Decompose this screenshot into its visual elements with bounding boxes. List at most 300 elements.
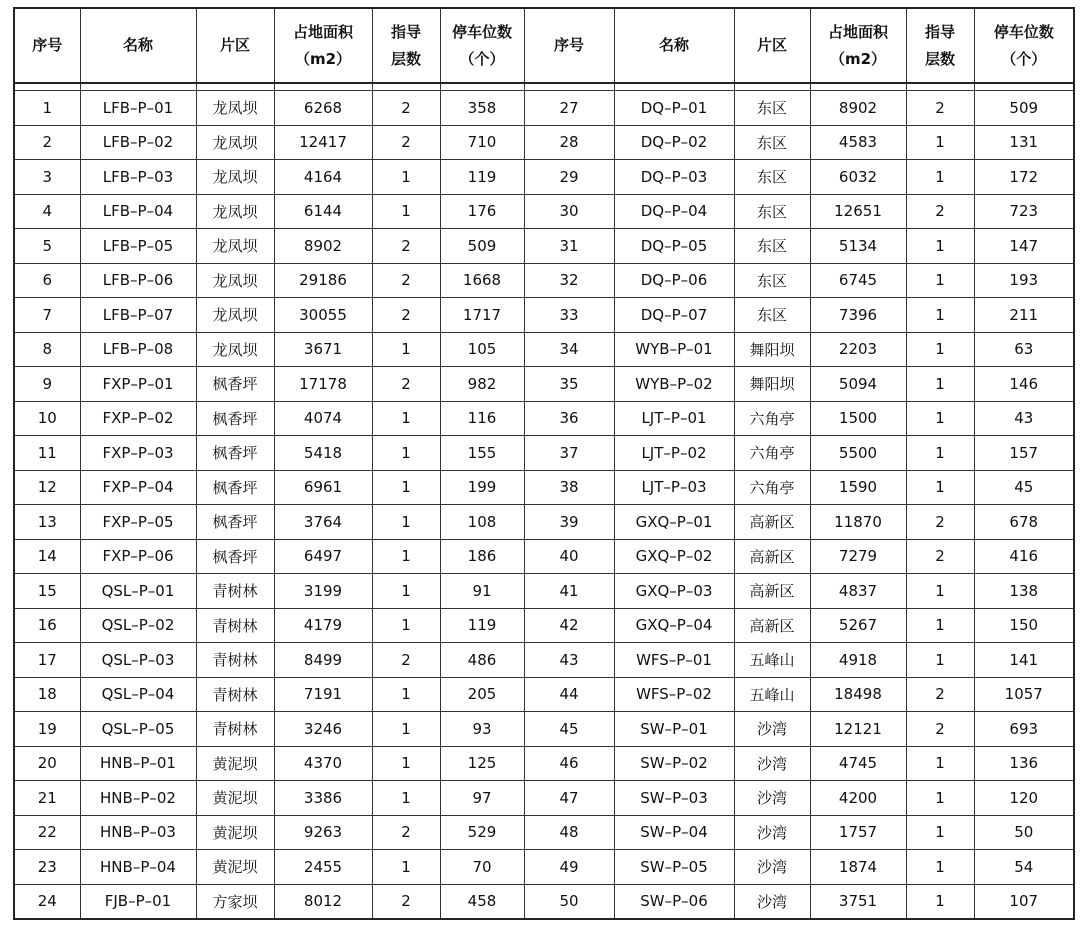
cell-area-left: 龙凤坝 <box>196 91 274 126</box>
table-row <box>14 574 1074 609</box>
cell-floors-left: 2 <box>372 125 440 160</box>
cell-floors-right: 1 <box>906 332 974 367</box>
header-area-right: 片区 <box>734 8 810 83</box>
cell-landarea-right: 11870 <box>810 505 906 540</box>
cell-floors-right: 2 <box>906 712 974 747</box>
cell-seq-right: 44 <box>524 677 614 712</box>
cell-name-left: LFB–P–05 <box>80 229 196 264</box>
cell-name-right: LJT–P–03 <box>614 470 734 505</box>
cell-area-left: 青树林 <box>196 574 274 609</box>
cell-spaces-right: 150 <box>974 608 1074 643</box>
cell-name-left: LFB–P–08 <box>80 332 196 367</box>
cell-floors-left: 1 <box>372 746 440 781</box>
cell-name-right: DQ–P–02 <box>614 125 734 160</box>
cell-spaces-right: 193 <box>974 263 1074 298</box>
table-row <box>14 263 1074 298</box>
cell-floors-right: 2 <box>906 539 974 574</box>
cell-seq-right: 45 <box>524 712 614 747</box>
table-row <box>14 608 1074 643</box>
cell-floors-left: 1 <box>372 850 440 885</box>
cell-spaces-left: 458 <box>440 884 524 919</box>
cell-floors-right: 1 <box>906 436 974 471</box>
cell-seq-left: 4 <box>14 194 80 229</box>
table-row <box>14 746 1074 781</box>
cell-floors-right: 1 <box>906 367 974 402</box>
spacer-cell <box>372 83 440 91</box>
cell-landarea-right: 1590 <box>810 470 906 505</box>
cell-seq-right: 47 <box>524 781 614 816</box>
cell-seq-left: 3 <box>14 160 80 195</box>
cell-name-left: LFB–P–07 <box>80 298 196 333</box>
cell-area-left: 方家坝 <box>196 884 274 919</box>
cell-seq-right: 35 <box>524 367 614 402</box>
cell-name-right: GXQ–P–02 <box>614 539 734 574</box>
cell-floors-right: 2 <box>906 505 974 540</box>
cell-area-right: 东区 <box>734 298 810 333</box>
cell-floors-right: 1 <box>906 470 974 505</box>
spacer-cell <box>440 83 524 91</box>
cell-seq-left: 7 <box>14 298 80 333</box>
cell-floors-right: 1 <box>906 850 974 885</box>
header-floors-line1: 指导 <box>924 22 955 41</box>
cell-seq-left: 6 <box>14 263 80 298</box>
cell-spaces-right: 138 <box>974 574 1074 609</box>
cell-floors-left: 2 <box>372 815 440 850</box>
table-row <box>14 401 1074 436</box>
table-row <box>14 436 1074 471</box>
cell-landarea-right: 18498 <box>810 677 906 712</box>
cell-area-left: 枫香坪 <box>196 470 274 505</box>
header-landarea-right <box>810 8 906 83</box>
cell-floors-left: 2 <box>372 643 440 678</box>
header-floors-right <box>906 8 974 83</box>
cell-seq-left: 15 <box>14 574 80 609</box>
cell-name-right: DQ–P–07 <box>614 298 734 333</box>
cell-area-right: 东区 <box>734 229 810 264</box>
cell-name-right: SW–P–03 <box>614 781 734 816</box>
cell-seq-left: 18 <box>14 677 80 712</box>
cell-area-right: 六角亭 <box>734 401 810 436</box>
cell-spaces-left: 125 <box>440 746 524 781</box>
cell-spaces-left: 97 <box>440 781 524 816</box>
cell-area-right: 沙湾 <box>734 884 810 919</box>
cell-name-left: LFB–P–04 <box>80 194 196 229</box>
cell-landarea-left: 3671 <box>274 332 372 367</box>
cell-floors-right: 1 <box>906 574 974 609</box>
cell-spaces-left: 91 <box>440 574 524 609</box>
cell-seq-left: 22 <box>14 815 80 850</box>
cell-spaces-left: 105 <box>440 332 524 367</box>
cell-floors-right: 2 <box>906 677 974 712</box>
cell-area-left: 黄泥坝 <box>196 850 274 885</box>
cell-spaces-left: 1668 <box>440 263 524 298</box>
cell-floors-left: 1 <box>372 401 440 436</box>
header-floors-line2: 层数 <box>924 49 955 68</box>
header-spaces-line1: 停车位数 <box>993 22 1054 41</box>
cell-landarea-right: 4837 <box>810 574 906 609</box>
cell-landarea-left: 4370 <box>274 746 372 781</box>
cell-area-right: 高新区 <box>734 505 810 540</box>
cell-name-right: DQ–P–03 <box>614 160 734 195</box>
spacer-cell <box>810 83 906 91</box>
header-landarea-line1: 占地面积 <box>827 22 888 41</box>
cell-floors-left: 1 <box>372 712 440 747</box>
cell-name-left: LFB–P–02 <box>80 125 196 160</box>
cell-seq-right: 38 <box>524 470 614 505</box>
cell-name-right: GXQ–P–01 <box>614 505 734 540</box>
cell-landarea-left: 4164 <box>274 160 372 195</box>
cell-area-right: 沙湾 <box>734 850 810 885</box>
cell-seq-right: 37 <box>524 436 614 471</box>
cell-name-right: WYB–P–01 <box>614 332 734 367</box>
table-row <box>14 160 1074 195</box>
cell-area-left: 枫香坪 <box>196 505 274 540</box>
table-row <box>14 91 1074 126</box>
cell-floors-right: 1 <box>906 229 974 264</box>
header-floors-line1: 指导 <box>390 22 421 41</box>
cell-seq-right: 33 <box>524 298 614 333</box>
cell-spaces-left: 710 <box>440 125 524 160</box>
cell-name-right: WYB–P–02 <box>614 367 734 402</box>
table-row <box>14 781 1074 816</box>
cell-area-right: 东区 <box>734 91 810 126</box>
cell-landarea-right: 12121 <box>810 712 906 747</box>
spacer-cell <box>196 83 274 91</box>
cell-spaces-left: 982 <box>440 367 524 402</box>
cell-seq-left: 11 <box>14 436 80 471</box>
header-name-left: 名称 <box>80 8 196 83</box>
cell-landarea-left: 30055 <box>274 298 372 333</box>
header-spaces-line1: 停车位数 <box>451 22 512 41</box>
header-spaces-line2: （个） <box>459 49 505 68</box>
cell-seq-right: 48 <box>524 815 614 850</box>
cell-area-right: 沙湾 <box>734 746 810 781</box>
table-row <box>14 884 1074 919</box>
cell-landarea-left: 12417 <box>274 125 372 160</box>
cell-seq-left: 23 <box>14 850 80 885</box>
cell-spaces-right: 678 <box>974 505 1074 540</box>
cell-name-right: SW–P–01 <box>614 712 734 747</box>
header-landarea-line2: （m2） <box>294 49 352 68</box>
cell-name-right: LJT–P–02 <box>614 436 734 471</box>
cell-seq-right: 31 <box>524 229 614 264</box>
cell-landarea-right: 12651 <box>810 194 906 229</box>
cell-seq-left: 1 <box>14 91 80 126</box>
cell-name-left: FXP–P–01 <box>80 367 196 402</box>
cell-name-left: FJB–P–01 <box>80 884 196 919</box>
cell-spaces-right: 45 <box>974 470 1074 505</box>
cell-spaces-right: 723 <box>974 194 1074 229</box>
cell-floors-left: 1 <box>372 539 440 574</box>
spacer-cell <box>14 83 80 91</box>
cell-name-left: FXP–P–02 <box>80 401 196 436</box>
cell-area-left: 龙凤坝 <box>196 194 274 229</box>
cell-area-left: 龙凤坝 <box>196 263 274 298</box>
cell-landarea-right: 4745 <box>810 746 906 781</box>
cell-area-right: 沙湾 <box>734 815 810 850</box>
cell-floors-left: 2 <box>372 884 440 919</box>
parking-lot-table <box>13 7 1075 920</box>
cell-landarea-right: 4583 <box>810 125 906 160</box>
cell-area-left: 龙凤坝 <box>196 332 274 367</box>
cell-floors-right: 1 <box>906 263 974 298</box>
cell-name-left: LFB–P–06 <box>80 263 196 298</box>
cell-landarea-left: 4179 <box>274 608 372 643</box>
cell-seq-left: 19 <box>14 712 80 747</box>
cell-name-right: SW–P–02 <box>614 746 734 781</box>
cell-landarea-left: 6268 <box>274 91 372 126</box>
cell-floors-left: 1 <box>372 160 440 195</box>
cell-name-right: SW–P–04 <box>614 815 734 850</box>
cell-landarea-right: 1500 <box>810 401 906 436</box>
cell-floors-left: 1 <box>372 781 440 816</box>
table-row <box>14 229 1074 264</box>
cell-spaces-left: 119 <box>440 608 524 643</box>
cell-area-right: 东区 <box>734 263 810 298</box>
cell-landarea-right: 1757 <box>810 815 906 850</box>
cell-landarea-left: 6961 <box>274 470 372 505</box>
cell-seq-left: 8 <box>14 332 80 367</box>
cell-floors-left: 1 <box>372 608 440 643</box>
cell-landarea-left: 2455 <box>274 850 372 885</box>
cell-floors-left: 1 <box>372 470 440 505</box>
cell-spaces-left: 358 <box>440 91 524 126</box>
cell-name-right: DQ–P–05 <box>614 229 734 264</box>
cell-area-right: 高新区 <box>734 608 810 643</box>
cell-area-right: 沙湾 <box>734 781 810 816</box>
cell-area-right: 舞阳坝 <box>734 367 810 402</box>
cell-landarea-right: 8902 <box>810 91 906 126</box>
cell-landarea-right: 6032 <box>810 160 906 195</box>
cell-name-right: SW–P–05 <box>614 850 734 885</box>
cell-seq-right: 34 <box>524 332 614 367</box>
cell-floors-right: 1 <box>906 746 974 781</box>
cell-name-right: DQ–P–04 <box>614 194 734 229</box>
header-floors-left <box>372 8 440 83</box>
cell-seq-right: 27 <box>524 91 614 126</box>
cell-spaces-right: 157 <box>974 436 1074 471</box>
cell-name-right: GXQ–P–04 <box>614 608 734 643</box>
cell-seq-left: 17 <box>14 643 80 678</box>
cell-name-left: QSL–P–04 <box>80 677 196 712</box>
cell-landarea-right: 4200 <box>810 781 906 816</box>
cell-floors-right: 1 <box>906 401 974 436</box>
cell-seq-left: 10 <box>14 401 80 436</box>
cell-seq-right: 50 <box>524 884 614 919</box>
cell-landarea-left: 8902 <box>274 229 372 264</box>
spacer-row <box>14 83 1074 91</box>
cell-seq-right: 39 <box>524 505 614 540</box>
cell-floors-right: 1 <box>906 815 974 850</box>
cell-floors-right: 2 <box>906 91 974 126</box>
cell-seq-right: 41 <box>524 574 614 609</box>
cell-name-right: SW–P–06 <box>614 884 734 919</box>
cell-seq-left: 13 <box>14 505 80 540</box>
cell-floors-right: 1 <box>906 884 974 919</box>
cell-name-left: FXP–P–04 <box>80 470 196 505</box>
cell-name-left: FXP–P–06 <box>80 539 196 574</box>
header-floors-line2: 层数 <box>390 49 421 68</box>
cell-area-left: 枫香坪 <box>196 539 274 574</box>
cell-seq-left: 14 <box>14 539 80 574</box>
cell-spaces-right: 107 <box>974 884 1074 919</box>
cell-area-left: 青树林 <box>196 677 274 712</box>
cell-floors-left: 1 <box>372 194 440 229</box>
cell-floors-left: 2 <box>372 91 440 126</box>
cell-landarea-left: 3199 <box>274 574 372 609</box>
cell-spaces-left: 509 <box>440 229 524 264</box>
cell-area-left: 枫香坪 <box>196 367 274 402</box>
cell-landarea-right: 4918 <box>810 643 906 678</box>
cell-seq-right: 46 <box>524 746 614 781</box>
cell-floors-right: 1 <box>906 125 974 160</box>
spacer-cell <box>274 83 372 91</box>
header-name-right: 名称 <box>614 8 734 83</box>
cell-name-left: FXP–P–03 <box>80 436 196 471</box>
table-row <box>14 367 1074 402</box>
cell-seq-right: 42 <box>524 608 614 643</box>
cell-name-left: QSL–P–05 <box>80 712 196 747</box>
cell-floors-right: 1 <box>906 160 974 195</box>
cell-landarea-right: 5500 <box>810 436 906 471</box>
cell-area-right: 东区 <box>734 125 810 160</box>
cell-seq-right: 28 <box>524 125 614 160</box>
cell-landarea-left: 17178 <box>274 367 372 402</box>
cell-seq-right: 30 <box>524 194 614 229</box>
cell-seq-left: 12 <box>14 470 80 505</box>
cell-floors-right: 2 <box>906 194 974 229</box>
cell-spaces-left: 176 <box>440 194 524 229</box>
cell-spaces-left: 1717 <box>440 298 524 333</box>
header-area-left: 片区 <box>196 8 274 83</box>
cell-seq-right: 49 <box>524 850 614 885</box>
cell-area-left: 枫香坪 <box>196 436 274 471</box>
cell-seq-right: 43 <box>524 643 614 678</box>
table-row <box>14 850 1074 885</box>
table-row <box>14 298 1074 333</box>
cell-floors-left: 1 <box>372 677 440 712</box>
cell-landarea-right: 7396 <box>810 298 906 333</box>
cell-spaces-right: 416 <box>974 539 1074 574</box>
cell-floors-right: 1 <box>906 298 974 333</box>
cell-name-left: HNB–P–03 <box>80 815 196 850</box>
parking-table-frame <box>13 7 1073 919</box>
cell-name-right: DQ–P–06 <box>614 263 734 298</box>
spacer-cell <box>974 83 1074 91</box>
cell-landarea-right: 5094 <box>810 367 906 402</box>
cell-spaces-left: 108 <box>440 505 524 540</box>
cell-floors-left: 2 <box>372 298 440 333</box>
cell-area-left: 黄泥坝 <box>196 746 274 781</box>
cell-seq-right: 36 <box>524 401 614 436</box>
cell-spaces-right: 141 <box>974 643 1074 678</box>
cell-area-left: 龙凤坝 <box>196 160 274 195</box>
cell-seq-left: 20 <box>14 746 80 781</box>
cell-landarea-right: 7279 <box>810 539 906 574</box>
cell-name-right: WFS–P–01 <box>614 643 734 678</box>
table-row <box>14 643 1074 678</box>
cell-area-right: 高新区 <box>734 574 810 609</box>
cell-landarea-right: 1874 <box>810 850 906 885</box>
cell-name-right: LJT–P–01 <box>614 401 734 436</box>
cell-spaces-left: 205 <box>440 677 524 712</box>
cell-area-left: 龙凤坝 <box>196 125 274 160</box>
cell-spaces-right: 50 <box>974 815 1074 850</box>
header-spaces-right <box>974 8 1074 83</box>
cell-landarea-left: 8012 <box>274 884 372 919</box>
cell-landarea-left: 5418 <box>274 436 372 471</box>
cell-area-right: 舞阳坝 <box>734 332 810 367</box>
header-row <box>14 8 1074 83</box>
cell-spaces-right: 136 <box>974 746 1074 781</box>
cell-landarea-left: 8499 <box>274 643 372 678</box>
cell-spaces-right: 693 <box>974 712 1074 747</box>
cell-seq-right: 32 <box>524 263 614 298</box>
cell-seq-left: 5 <box>14 229 80 264</box>
cell-landarea-left: 3246 <box>274 712 372 747</box>
cell-spaces-left: 529 <box>440 815 524 850</box>
table-row <box>14 470 1074 505</box>
spacer-cell <box>524 83 614 91</box>
cell-area-right: 六角亭 <box>734 470 810 505</box>
cell-floors-left: 2 <box>372 229 440 264</box>
cell-name-right: GXQ–P–03 <box>614 574 734 609</box>
cell-seq-left: 24 <box>14 884 80 919</box>
cell-floors-left: 1 <box>372 574 440 609</box>
header-landarea-line1: 占地面积 <box>292 22 353 41</box>
cell-floors-right: 1 <box>906 643 974 678</box>
cell-landarea-left: 9263 <box>274 815 372 850</box>
cell-name-left: QSL–P–02 <box>80 608 196 643</box>
spacer-cell <box>734 83 810 91</box>
cell-spaces-right: 131 <box>974 125 1074 160</box>
cell-spaces-right: 146 <box>974 367 1074 402</box>
cell-landarea-right: 5267 <box>810 608 906 643</box>
cell-name-left: HNB–P–02 <box>80 781 196 816</box>
header-spaces-line2: （个） <box>1001 49 1047 68</box>
table-body <box>14 83 1074 919</box>
cell-area-right: 东区 <box>734 160 810 195</box>
cell-area-left: 枫香坪 <box>196 401 274 436</box>
cell-area-right: 高新区 <box>734 539 810 574</box>
cell-floors-left: 2 <box>372 367 440 402</box>
cell-name-left: LFB–P–03 <box>80 160 196 195</box>
cell-spaces-left: 93 <box>440 712 524 747</box>
cell-area-left: 青树林 <box>196 712 274 747</box>
cell-area-left: 龙凤坝 <box>196 229 274 264</box>
cell-spaces-left: 119 <box>440 160 524 195</box>
cell-floors-right: 1 <box>906 781 974 816</box>
cell-area-right: 五峰山 <box>734 677 810 712</box>
table-row <box>14 194 1074 229</box>
cell-seq-right: 29 <box>524 160 614 195</box>
cell-floors-left: 1 <box>372 436 440 471</box>
cell-spaces-right: 43 <box>974 401 1074 436</box>
header-landarea-line2: （m2） <box>829 49 887 68</box>
table-row <box>14 815 1074 850</box>
cell-spaces-right: 509 <box>974 91 1074 126</box>
cell-landarea-left: 4074 <box>274 401 372 436</box>
header-landarea-left <box>274 8 372 83</box>
cell-name-right: WFS–P–02 <box>614 677 734 712</box>
table-row <box>14 677 1074 712</box>
cell-spaces-left: 155 <box>440 436 524 471</box>
cell-spaces-left: 186 <box>440 539 524 574</box>
cell-area-right: 五峰山 <box>734 643 810 678</box>
cell-spaces-left: 486 <box>440 643 524 678</box>
cell-floors-right: 1 <box>906 608 974 643</box>
cell-spaces-right: 63 <box>974 332 1074 367</box>
